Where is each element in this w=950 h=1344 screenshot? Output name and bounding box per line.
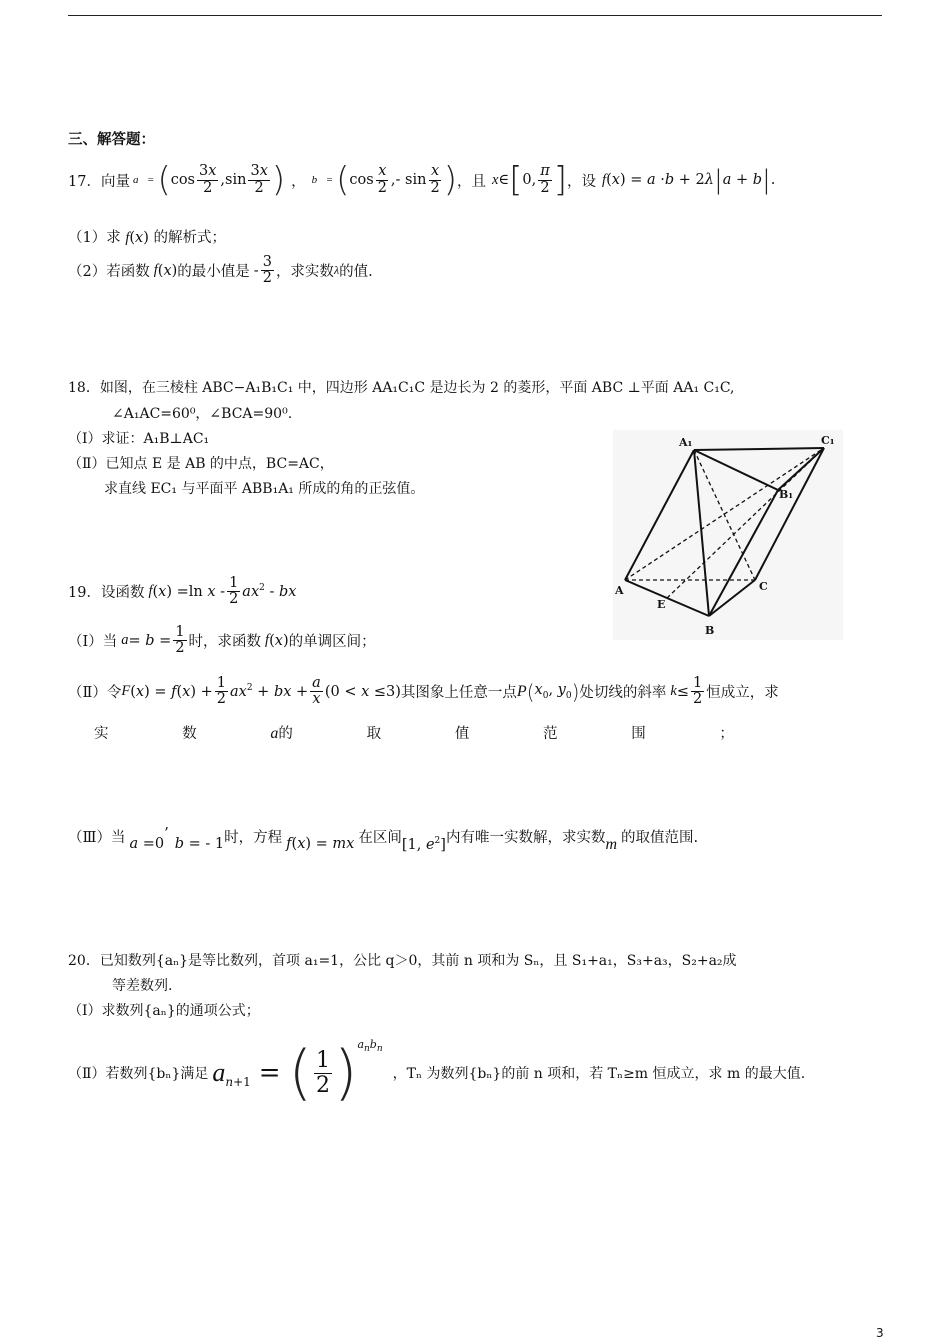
prism-diagram [613, 430, 843, 640]
q17-text-a: 向量 [100, 173, 130, 190]
label-e: E [657, 598, 666, 611]
label-b1: B₁ [779, 488, 794, 501]
vector-b: b⃗= [311, 174, 334, 186]
label-a1: A₁ [679, 436, 693, 449]
header-rule [68, 15, 882, 16]
section-title: 三、解答题： [68, 131, 155, 148]
q17-text-c: ，设 [567, 173, 597, 190]
q18-line1: 18．如图，在三棱柱 ABC−A₁B₁C₁ 中，四边形 AA₁C₁C 是边长为 2 的菱形，平面 ABC ⊥平面 AA₁ C₁C, [68, 380, 735, 396]
q17-part1: （1）求 f(x) 的解析式； [68, 230, 227, 246]
vector-a: a⃗= [132, 174, 155, 186]
q18-part2: （Ⅱ）已知点 E 是 AB 的中点，BC=AC， [68, 456, 334, 472]
q19-part3: （Ⅲ）当 a =0 ’ b = - 1 时，方程 f(x) = mx 在区间 [1, $e^2$] 内有唯一实数解，求实数 m 的取值范围. [68, 826, 699, 853]
q17-fx-def: f [602, 171, 607, 188]
page-number: 3 [876, 1326, 884, 1340]
q17-num: 17． [68, 173, 101, 190]
q20-line1: 20．已知数列{aₙ}是等比数列，首项 a₁=1，公比 q＞0，其前 n 项和为 Sₙ，且 S₁+a₁，S₃+a₃，S₂+a₂成 [68, 953, 737, 969]
q17-part2: （2）若函数 f (x) 的最小值是 - $\frac{3}{2}$ ，求实数 λ 的值. [68, 254, 373, 287]
label-c1: C₁ [821, 434, 835, 447]
q18-line2: ∠A₁AC=60⁰，∠BCA=90⁰. [112, 406, 293, 422]
prism-figure [613, 430, 843, 640]
label-c: C [759, 580, 768, 593]
q20-part1: （Ⅰ）求数列{aₙ}的通项公式； [68, 1003, 260, 1019]
q18-part1: （Ⅰ）求证：A₁B⊥AC₁ [68, 431, 210, 447]
q19-part2: （Ⅱ）令 F (x) = f(x) + $\frac{1}{2}$ $ax^2$ + bx + $\frac{a}{x}$ (0 < x ≤3) 其图象上任意一点 P ( $x_0$, $y_0$ ) 处切线的斜率 k ≤ $\frac{1}{2}$ 恒成立，求 [68, 675, 779, 708]
label-a: A [615, 584, 624, 597]
label-b: B [705, 624, 715, 637]
q19-part2-continuation: 实 数 a的 取 值 范 围 ； [94, 725, 734, 742]
q20-line2: 等差数列. [112, 978, 173, 994]
q18-part2b: 求直线 EC₁ 与平面平 ABB₁A₁ 所成的角的正弦值。 [104, 481, 425, 497]
q19-part1: （Ⅰ）当 a = b = $\frac{1}{2}$ 时，求函数 f (x) 的单调区间； [68, 624, 376, 657]
q17-line: 17． 向量 a⃗= ( cos $\frac{3x}{2}$ ,sin $\frac{3x}{2}$ ) ， b⃗= ( cos $\frac{x}{2}$ ,- sin $\frac{x}{2}$ ) ，且 x ∈ [ 0, $\frac{\pi}{2}$ ] ，设 f (x) = a ·b + 2λ | a + b | . [68, 160, 776, 200]
q19-line: 19．设函数 f (x) =ln x - $\frac{1}{2}$ $ax^2$ - bx [68, 575, 297, 608]
q17-text-b: ，且 [456, 173, 486, 190]
q20-part2: （Ⅱ）若数列{bₙ}满足 a $_{n +1}$ = ( $\frac{1}{2}$ ) $a_nb_n$ ，Tₙ 为数列{bₙ}的前 n 项和，若 Tₙ≥m 恒成立，求 m 的最大值. [68, 1038, 806, 1108]
